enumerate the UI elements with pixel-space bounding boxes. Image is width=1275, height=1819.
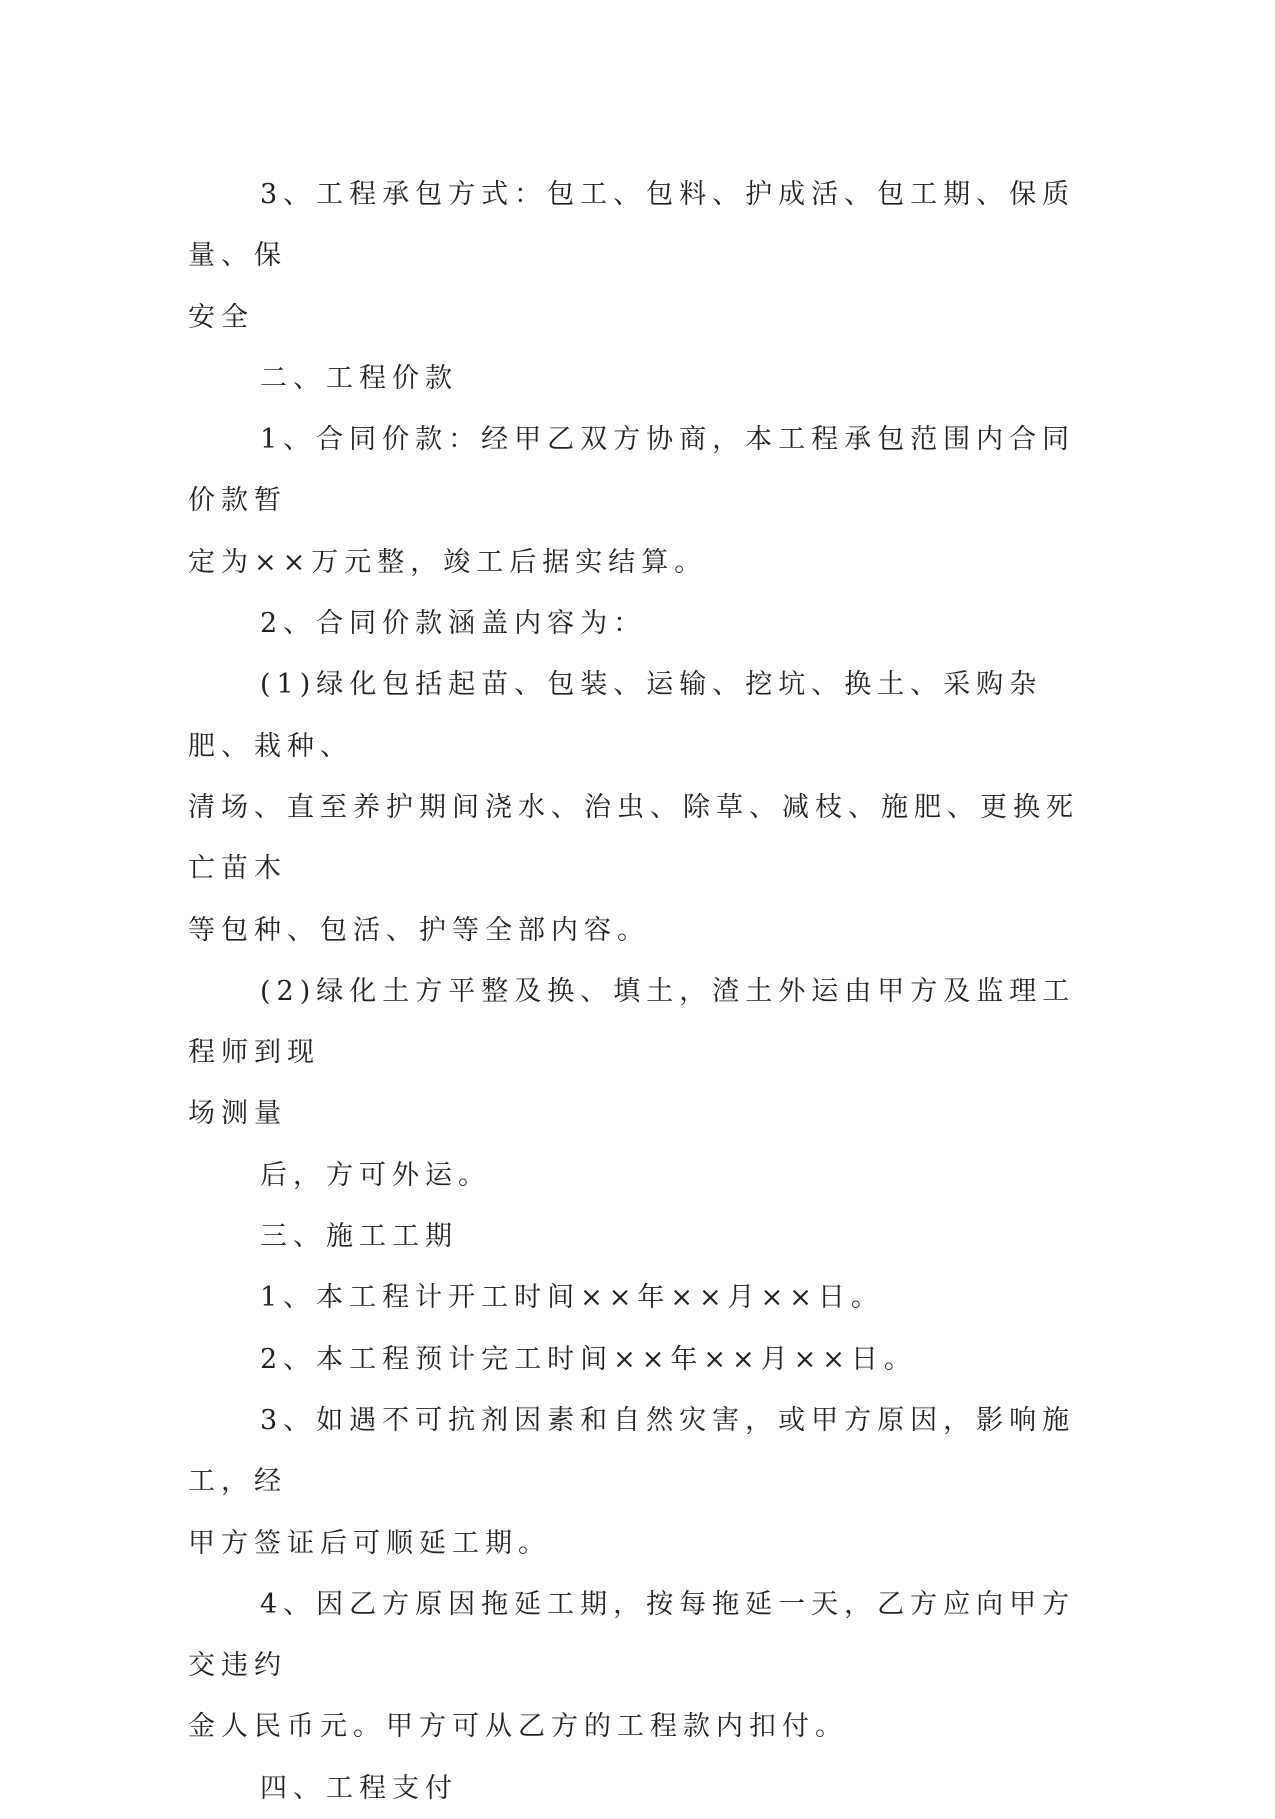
schedule-clause-1-start: 1、本工程计开工时间××年××月××日。 <box>260 1282 884 1314</box>
clause-1-contract-price-cont: 定为××万元整，竣工后据实结算。 <box>188 546 708 578</box>
section-heading-schedule: 三、施工工期 <box>260 1221 458 1253</box>
item-2-earthwork-end: 后，方可外运。 <box>260 1159 491 1191</box>
document-body <box>188 164 1088 1819</box>
schedule-clause-3-force-majeure: 3、如遇不可抗剂因素和自然灾害，或甲方原因，影响施工，经 <box>188 1404 1076 1498</box>
schedule-clause-4-delay-penalty: 4、因乙方原因拖延工期，按每拖延一天，乙方应向甲方交违约 <box>188 1588 1076 1682</box>
schedule-clause-2-finish: 2、本工程预计完工时间××年××月××日。 <box>260 1343 917 1375</box>
clause-1-contract-price: 1、合同价款：经甲乙双方协商，本工程承包范围内合同价款暂 <box>188 424 1076 517</box>
item-1-greening-scope-end: 等包种、包活、护等全部内容。 <box>188 914 650 946</box>
schedule-clause-4-delay-penalty-cont: 金人民币元。甲方可从乙方的工程款内扣付。 <box>188 1711 848 1743</box>
item-1-greening-scope: (1)绿化包括起苗、包装、运输、挖坑、换土、采购杂肥、栽种、 <box>188 669 1043 762</box>
schedule-clause-3-force-majeure-cont: 甲方签证后可顺延工期。 <box>188 1527 551 1559</box>
clause-3-contract-method: 3、工程承包方式：包工、包料、护成活、包工期、保质量、保 <box>188 179 1076 272</box>
section-heading-price: 二、工程价款 <box>260 362 458 394</box>
clause-3-contract-method-cont: 安全 <box>188 301 254 333</box>
section-heading-payment: 四、工程支付 <box>260 1772 458 1804</box>
item-2-earthwork-cont: 场测量 <box>188 1098 287 1130</box>
clause-2-price-coverage: 2、合同价款涵盖内容为： <box>260 608 647 640</box>
item-2-earthwork: (2)绿化土方平整及换、填土，渣土外运由甲方及监理工程师到现 <box>188 975 1076 1069</box>
item-1-greening-scope-cont: 清场、直至养护期间浇水、治虫、除草、减枝、施肥、更换死亡苗木 <box>188 791 1079 885</box>
